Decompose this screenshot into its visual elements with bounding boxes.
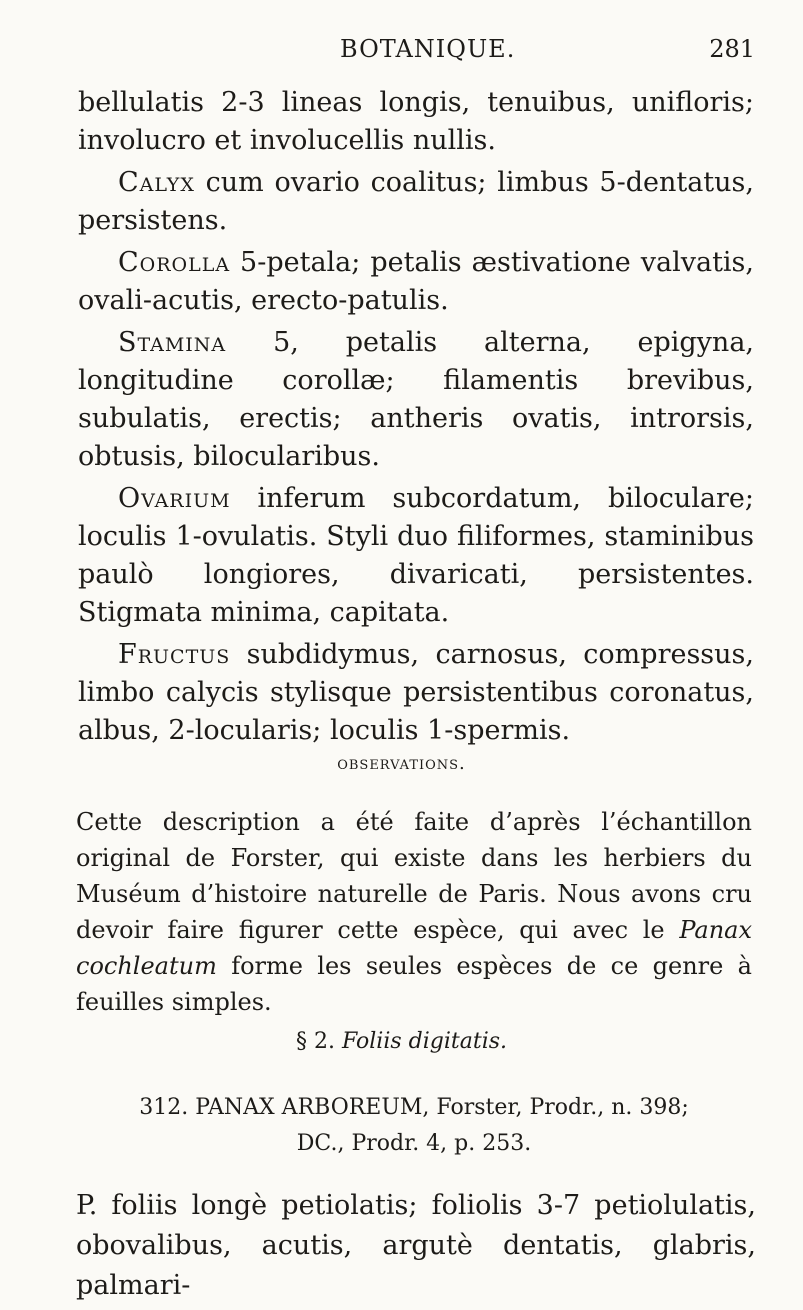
paragraph-1: bellulatis 2-3 lineas longis, tenuibus, unifloris; involucro et involucellis nullis. (78, 87, 754, 156)
fructus-label: Fructus (118, 639, 231, 670)
species-entry-line-1: 312. PANAX ARBOREUM, Forster, Prodr., n. 398; (139, 1095, 689, 1120)
corolla-text: 5-petala; petalis æstivatione valvatis, ovali-acutis, erecto-patulis. (78, 247, 754, 316)
calyx-paragraph (78, 164, 754, 240)
observations-text-part-1: Cette description a été faite d’après l’échantillon original de Forster, qui existe dans les herbiers du Muséum d’histoire naturelle de Paris. Nous avons cru devoir faire figurer cette espèce, qui avec le (76, 808, 752, 944)
ovarium-label: Ovarium (118, 483, 231, 514)
section-number: 2. (306, 1029, 342, 1054)
final-paragraph: P. foliis longè petiolatis; foliolis 3-7 petiolulatis, obovalibus, acutis, argutè dentatis, glabris, palmari- (76, 1190, 756, 1301)
section-title: Foliis digitatis. (341, 1029, 508, 1054)
page-number: 281 (709, 35, 755, 63)
stamina-text: 5, petalis alterna, epigyna, longitudine corollæ; filamentis brevibus, subulatis, erectis; antheris ovatis, introrsis, obtusis, bilocularibus. (78, 327, 754, 472)
species-entry (76, 1090, 752, 1162)
ovarium-text: inferum subcordatum, biloculare; loculis 1-ovulatis. Styli duo filiformes, staminibus paulò longiores, divaricati, persistentes. Stigmata minima, capitata. (78, 483, 754, 628)
stamina-paragraph (78, 324, 754, 476)
observations-italic-name: Panax cochleatum (76, 916, 752, 980)
running-head (0, 34, 803, 66)
page-title: BOTANIQUE. (340, 35, 516, 63)
observations-heading: observations. (337, 753, 466, 774)
corolla-paragraph (78, 244, 754, 320)
stamina-label: Stamina (118, 327, 227, 358)
corolla-label: Corolla (118, 247, 231, 278)
species-entry-line-2: DC., Prodr. 4, p. 253. (296, 1131, 532, 1156)
section-heading (0, 1028, 803, 1056)
observations-text (76, 804, 752, 1020)
fructus-text: subdidymus, carnosus, compressus, limbo calycis stylisque persistentibus coronatus, albus, 2-locularis; loculis 1-spermis. (78, 639, 754, 746)
main-text (78, 84, 754, 750)
calyx-label: Calyx (118, 167, 195, 198)
fructus-paragraph (78, 636, 754, 750)
section-symbol: § (295, 1029, 307, 1054)
observations-text-part-2: forme les seules espèces de ce genre à feuilles simples. (76, 952, 752, 1016)
ovarium-paragraph (78, 480, 754, 632)
calyx-text: cum ovario coalitus; limbus 5-dentatus, persistens. (78, 167, 754, 236)
